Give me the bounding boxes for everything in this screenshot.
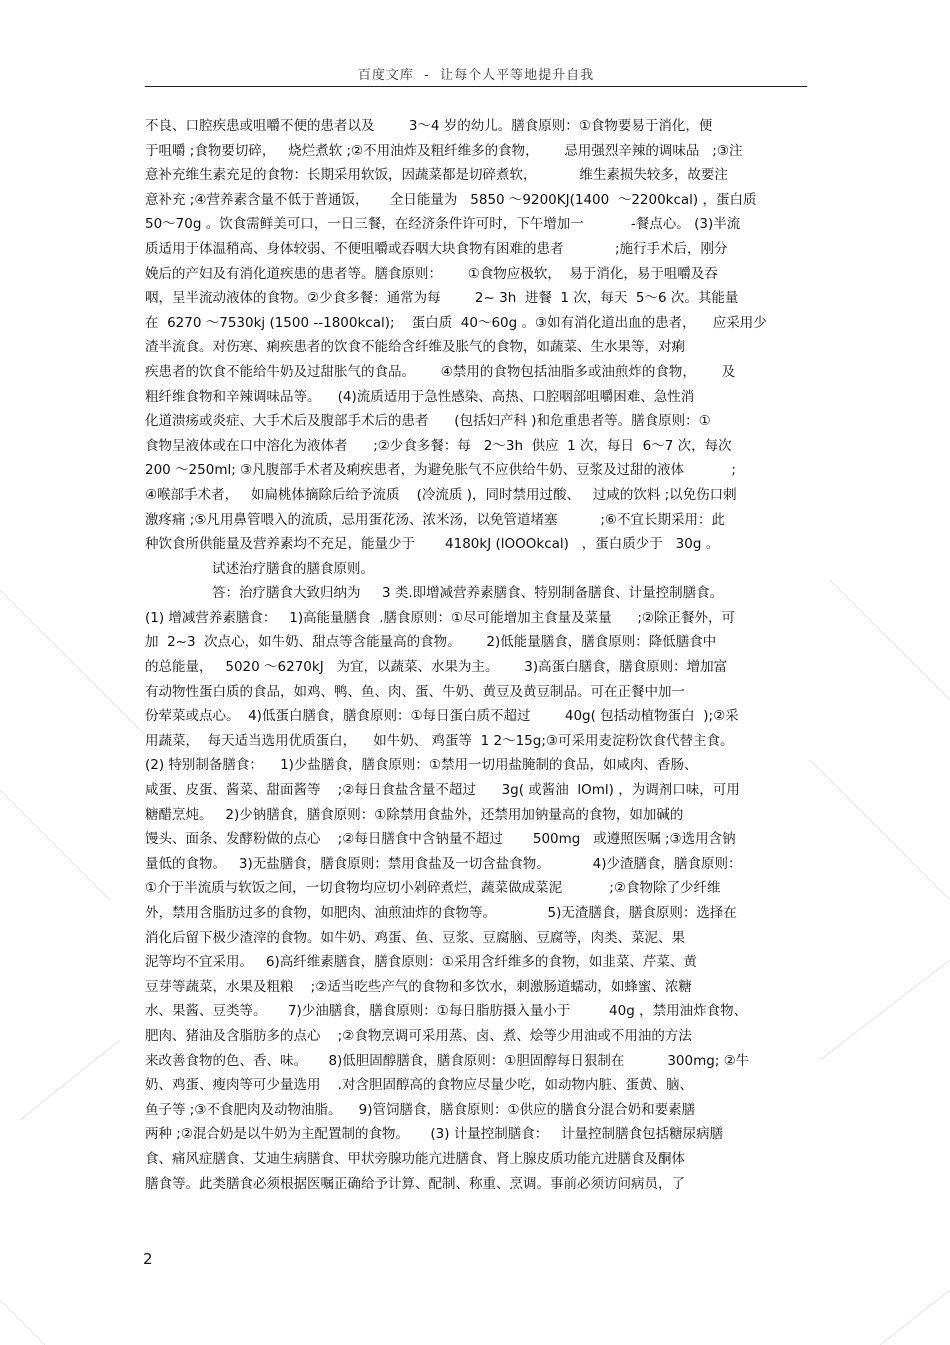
text-line: 200 ～250ml; ③凡腹部手术者及痢疾患者，为避免胀气不应供给牛奶、豆浆及过甜的液体 ; (145, 462, 736, 479)
text-line: 不良、口腔疾患或咀嚼不便的患者以及 3～4 岁的幼儿。膳食原则：①食物要易于消化，便 (145, 118, 713, 134)
text-line: 渣半流食。对伤寒、痢疾患者的饮食不能给含纤维及胀气的食物，如蔬菜、生水果等，对痢 (145, 339, 685, 356)
text-line: 加 2~3 次点心，如牛奶、甜点等含能量高的食物。 2)低能量膳食，膳食原则：降低膳食中 (145, 634, 717, 651)
text-line: (1) 增减营养素膳食： 1)高能量膳食 .膳食原则：①尽可能增加主食量及菜量 ;②除正餐外，可 (145, 609, 736, 626)
text-line: 用蔬菜， 每天适当选用优质蛋白， 如牛奶、 鸡蛋等 1 2～15g;③可采用麦淀粉饮食代替主食。 (145, 732, 734, 749)
text-line: 意补充 ;④营养素含量不低于普通饭， 全日能量为 5850 ～9200KJ(1400 ～2200kcal) ，蛋白质 (145, 191, 757, 208)
text-line: 食物呈液体或在口中溶化为液体者 ;②少食多餐：每 2～3h 供应 1 次，每日 6～7 次，每次 (145, 437, 732, 454)
text-line: ①介于半流质与软饭之间，一切食物均应切小剁碎煮烂，蔬菜做成菜泥 ;②食物除了少纤维 (145, 880, 721, 897)
text-line: 质适用于体温稍高、身体较弱、不便咀嚼或吞咽大块食物有困难的患者 ;施行手术后，刚分 (145, 240, 728, 257)
text-line: 50～70g 。饮食需鲜美可口，一日三餐，在经济条件许可时，下午增加一 -餐点心。 (3)半流 (145, 216, 741, 233)
text-line: 膳食等。此类膳食必须根据医嘱正确给予计算、配制、称重、烹调。事前必须访问病员，了 (145, 1175, 685, 1192)
text-line: 糖醋烹炖。 2)少钠膳食，膳食原则：①除禁用食盐外，还禁用加钠量高的食物，如加碱的 (145, 806, 684, 823)
text-line: 种饮食所供能量及营养素均不充足，能量少于 4180kJ (lOOOkcal) ，蛋白质少于 30g 。 (145, 536, 720, 553)
text-line: 水、果酱、豆类等。 7)少油膳食，膳食原则：①每日脂肪摄入量小于 40g ，禁用油炸食物、 (145, 1003, 748, 1020)
text-line: 答：治疗膳食大致归纳为 3 类.即增减营养素膳食、特别制备膳食、计量控制膳食。 (212, 585, 724, 602)
text-line: 激疼痛 ;⑤凡用鼻管喂入的流质，忌用蛋花汤、浓米汤，以免管道堵塞 ;⑥不宜长期采用：此 (145, 511, 726, 528)
text-line: 豆芽等蔬菜，水果及粗粮 ;②适当吃些产气的食物和多饮水，刺激肠道蠕动，如蜂蜜、浓糖 (145, 978, 692, 995)
text-line: 试述治疗膳食的膳食原则。 (212, 560, 374, 577)
text-line: 于咀嚼 ;食物要切碎， 烧烂煮软 ;②不用油炸及粗纤维多的食物， 忌用强烈辛辣的调味品 ;③注 (145, 142, 743, 159)
text-line: 粗纤维食物和辛辣调味品等。 (4)流质适用于急性感染、高热、口腔咽部咀嚼困难、急性消 (145, 388, 695, 405)
document-body (145, 114, 807, 1196)
text-line: 鱼子等 ;③不食肥肉及动物油脂。 9)管饲膳食，膳食原则：①供应的膳食分混合奶和要素膳 (145, 1101, 696, 1118)
header-divider (145, 86, 807, 87)
text-line: 外，禁用含脂肪过多的食物，如肥肉、油煎油炸的食物等。 5)无渣膳食，膳食原则：选择在 (145, 905, 737, 921)
text-line: 有动物性蛋白质的食品，如鸡、鸭、鱼、肉、蛋、牛奶、黄豆及黄豆制品。可在正餐中加一 (145, 683, 685, 700)
text-line: 疾患者的饮食不能给牛奶及过甜胀气的食品。 ④禁用的食物包括油脂多或油煎炸的食物， 及 (145, 363, 736, 380)
text-line: 两种 ;②混合奶是以牛奶为主配置制的食物。 (3) 计量控制膳食： 计量控制膳食包括糖尿病膳 (145, 1126, 724, 1143)
page-number: 2 (143, 1250, 153, 1268)
page-header: 百度文库 - 让每个人平等地提升自我 (357, 68, 595, 83)
text-line: 咽，呈半流动液体的食物。②少食多餐：通常为每 2~ 3h 进餐 1 次，每天 5～6 次。其能量 (145, 290, 739, 307)
text-line: 份荤菜或点心。 4)低蛋白膳食，膳食原则：①每日蛋白质不超过 40g( 包括动植物蛋白 );②采 (145, 708, 739, 725)
text-line: ④喉部手术者， 如扁桃体摘除后给予流质 (冷流质 )，同时禁用过酸、 过咸的饮料 ;以免伤口刺 (145, 486, 737, 503)
text-line: 消化后留下极少渣滓的食物。如牛奶、鸡蛋、鱼、豆浆、豆腐脑、豆腐等，肉类、菜泥、果 (145, 929, 685, 946)
text-line: 食、痛风症膳食、艾迪生病膳食、甲状旁腺功能亢进膳食、肾上腺皮质功能亢进膳食及酮体 (145, 1150, 685, 1167)
text-line: 意补充维生素充足的食物：长期采用软饭，因蔬菜都是切碎煮软， 维生素损失较多，故要注 (145, 167, 728, 184)
text-line: 肥肉、猪油及含脂肪多的点心 ;②食物烹调可采用蒸、卤、煮、烩等少用油或不用油的方法 (145, 1027, 692, 1044)
text-line: 馒头、面条、发酵粉做的点心 ;②每日膳食中含钠量不超过 500mg 或遵照医嘱 ;③选用含钠 (145, 831, 736, 848)
text-line: 化道溃疡或炎症、大手术后及腹部手术后的患者 (包括妇产科 )和危重患者等。膳食原则：① (145, 413, 711, 430)
text-line: 量低的食物。 3)无盐膳食，膳食原则：禁用食盐及一切含盐食物。 4)少渣膳食，膳食原则： (145, 855, 742, 872)
text-line: 泥等均不宜采用。 6)高纤维素膳食，膳食原则：①采用含纤维多的食物，如韭菜、芹菜、黄 (145, 954, 697, 971)
text-line: (2) 特别制备膳食： 1)少盐膳食，膳食原则：①禁用一切用盐腌制的食品，如咸肉、香肠、 (145, 757, 698, 774)
text-line: 咸蛋、皮蛋、酱菜、甜面酱等 ;②每日食盐含量不超过 3g( 或酱油 lOml) ，为调剂口味，可用 (145, 782, 740, 799)
text-line: 在 6270 ～7530kj (1500 --1800kcal); 蛋白质 40～60g 。③如有消化道出血的患者， 应采用少 (145, 314, 767, 331)
text-line: 的总能量， 5020 ～6270kJ 为宜，以蔬菜、水果为主。 3)高蛋白膳食，膳食原则：增加富 (145, 659, 728, 676)
text-line: 来改善食物的色、香、味。 8)低胆固醇膳食，膳食原则：①胆固醇每日狠制在 300mg; ②牛 (145, 1052, 750, 1069)
text-line: 奶、鸡蛋、瘦肉等可少量选用 .对含胆固醇高的食物应尽量少吃，如动物内脏、蛋黄、脑、 (145, 1077, 693, 1094)
text-line: 娩后的产妇及有消化道疾患的患者等。膳食原则： ①食物应极软， 易于消化，易于咀嚼及吞 (145, 265, 718, 282)
